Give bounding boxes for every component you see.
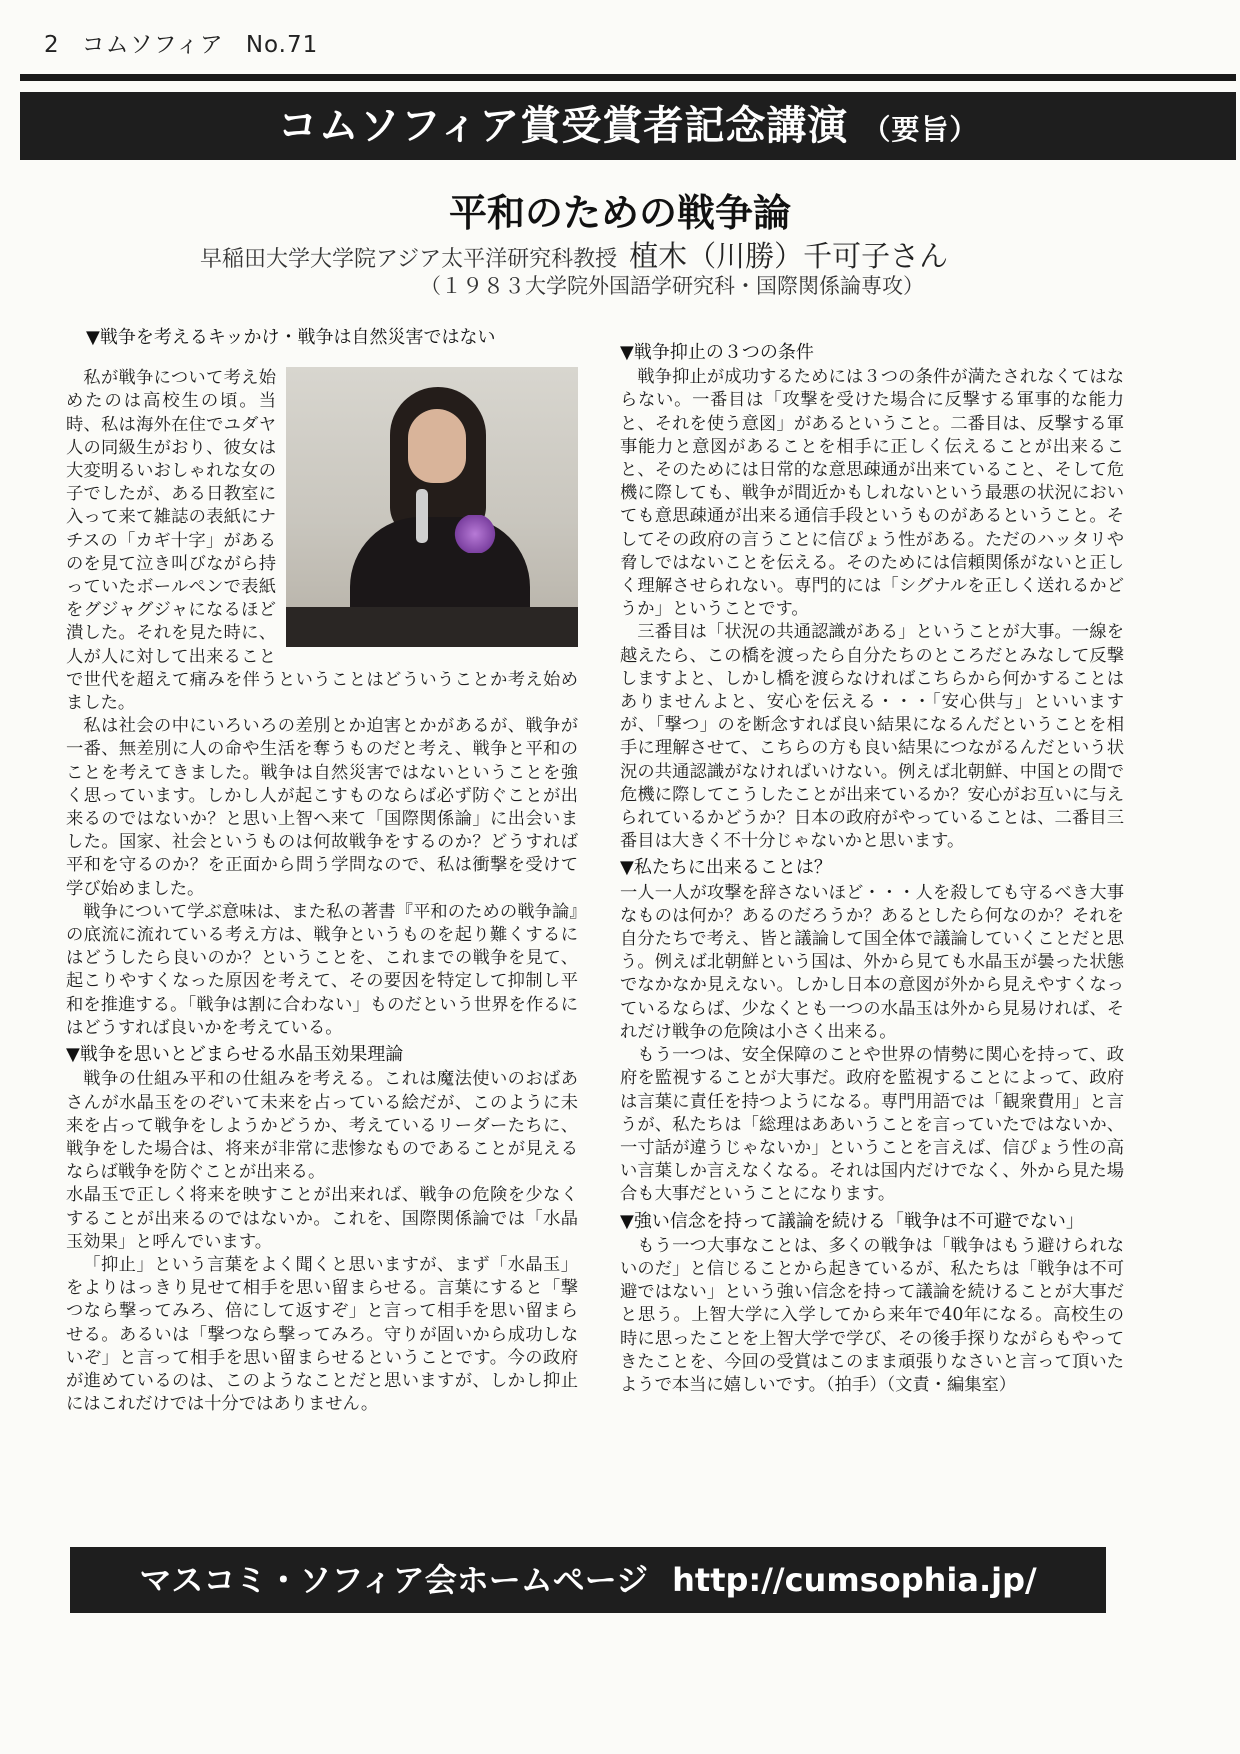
section-heading: ▼強い信念を持って議論を続ける「戦争は不可避でない」 [620, 1210, 1084, 1232]
section-heading: ▼戦争を考えるキッかけ・戦争は自然災害ではない [86, 327, 496, 348]
issue-number: No.71 [245, 32, 319, 58]
page-header [44, 26, 340, 59]
publication-name: コムソフィア [81, 32, 224, 58]
article-title: 平和のための戦争論 [448, 191, 791, 235]
speaker-affiliation: 早稲田大学大学院アジア太平洋研究科教授 [200, 247, 618, 272]
homepage-url: http://cumsophia.jp/ [672, 1561, 1037, 1599]
corsage-flower [454, 515, 496, 553]
section-heading: ▼私たちに出来ることは？ [620, 857, 832, 879]
paragraph: 私が戦争について考え始めたのは高校生の頃。当時、私は海外在住でユダヤ人の同級生がおり、彼女は大変明るいおしゃれな女の子でしたが、ある日教室に入って来て雑誌の表紙にナチスの「カギ十字」があるのを見て泣き叫びながら持っていたボールペンで表紙をグジャグジャになるほど潰した。それを見た時に、人が人に対して出来ることで世代を超えて痛みを伴うということはどういうことか考え始めました。 [66, 368, 578, 714]
homepage-banner [70, 1547, 1106, 1613]
paragraph: 三番目は「状況の共通認識がある」ということが大事。一線を越えたら、この橋を渡ったら自分たちのところだとみなして反撃しますよと、しかし橋を渡らなければこちらから何かすることはありませんよと、安心を伝える・・・「安心供与」といいますが、「撃つ」のを断念すれば良い結果になるんだということを相手に理解させて、こちらの方も良い結果につながるんだという状況の共通認識がなければいけない。例えば北朝鮮、中国との間で危機に際してこうしたことが出来ているか？安心がお互いに与えられているかどうか？日本の政府がやっていることは、二番目三番目は大きく不十分じゃないかと思います。 [620, 622, 1124, 852]
footer-label: マスコミ・ソフィア会ホームページ [139, 1561, 649, 1599]
banner-suffix: （要旨） [862, 113, 979, 146]
paragraph: 「抑止」という言葉をよく聞くと思いますが、まず「水晶玉」をよりはっきり見せて相手を思い留まらせる。言葉にすると「撃つなら撃ってみろ、倍にして返すぞ」と言って相手を思い留まらせる。あるいは「撃つなら撃ってみろ。守りが固いから成功しないぞ」と言って相手を思い留まらせるということです。今の政府が進めているのは、このようなことだと思いますが、しかし抑止にはこれだけでは十分ではありません。 [66, 1254, 578, 1415]
banner-title: コムソフィア賞受賞者記念講演 [277, 103, 849, 149]
speaker-name: 植木（川勝）千可子さん [629, 239, 949, 273]
section-banner [20, 92, 1236, 160]
speaker-alumni-info: （１９８３大学院外国語学研究科・国際関係論専攻） [420, 274, 924, 298]
right-column [620, 338, 1124, 1397]
microphone [416, 489, 428, 543]
paragraph: 水晶玉で正しく将来を映すことが出来れば、戦争の危険を少なくすることが出来るのではないか。これを、国際関係論では「水晶玉効果」と呼んでいます。 [66, 1185, 578, 1252]
lectern [286, 607, 578, 647]
speaker-byline [200, 234, 1160, 275]
page-number: 2 [44, 32, 60, 58]
paragraph: 戦争抑止が成功するためには３つの条件が満たされなくてはならない。一番目は「攻撃を受けた場合に反撃する軍事的な能力と、それを使う意図」があるということ。二番目は、反撃する軍事能力と意図があることを相手に正しく伝えることが出来ること、そのためには日常的な意思疎通が出来ていること、そして危機に際しても、戦争が間近かもしれないという最悪の状況においても意思疎通が出来る通信手段というものがあるということ。そしてその政府の言うことに信ぴょう性がある。ただのハッタリや脅しではないことを伝える。そのためには信頼関係がないと正しく理解させられない。専門的には「シグナルを正しく送れるかどうか」ということです。 [620, 367, 1124, 620]
paragraph: 戦争の仕組み平和の仕組みを考える。これは魔法使いのおばあさんが水晶玉をのぞいて未来を占っている絵だが、このように未来を占って戦争をしようかどうか、考えているリーダーたちに、戦争をした場合は、将来が非常に悲惨なものであることが見えるならば戦争を防ぐことが出来る。 [66, 1069, 578, 1183]
paragraph: 一人一人が攻撃を辞さないほど・・・人を殺しても守るべき大事なものは何か？あるのだろうか？あるとしたら何なのか？それを自分たちで考え、皆と議論して国全体で議論していくことだと思う。例えば北朝鮮という国は、外から見ても水晶玉が曇った状態でなかなか見えない。しかし日本の意図が外から見えやすくなっているならば、少なくとも一つの水晶玉は外から見易ければ、それだけ戦争の危険は小さく出来る。 [620, 882, 1124, 1042]
section-heading: ▼戦争を思いとどまらせる水晶玉効果理論 [66, 1044, 404, 1066]
header-rule [20, 74, 1236, 81]
paragraph: 戦争について学ぶ意味は、また私の著書『平和のための戦争論』の底流に流れている考え方は、戦争というものを起り難くするにはどうしたら良いのか？ということを、これまでの戦争を見て、起こりやすくなった原因を考えて、その要因を特定して抑制し平和を推進する。「戦争は割に合わない」ものだという世界を作るにはどうすれば良いかを考えている。 [66, 901, 578, 1038]
paragraph: もう一つ大事なことは、多くの戦争は「戦争はもう避けられないのだ」と信じることから起きているが、私たちは「戦争は不可避ではない」という強い信念を持って議論を続けることが大事だと思う。上智大学に入学してから来年で40年になる。高校生の時に思ったことを上智大学で学び、その後手探りながらもやってきたことを、今回の受賞はこのまま頑張りなさいと言って頂いたようで本当に嬉しいです。（拍手）（文責・編集室） [620, 1235, 1124, 1395]
speaker-photo [286, 367, 578, 647]
left-column [66, 326, 578, 1416]
paragraph: 私は社会の中にいろいろの差別とか迫害とかがあるが、戦争が一番、無差別に人の命や生活を奪うものだと考え、戦争と平和のことを考えてきました。戦争は自然災害ではないということを強く思っています。しかし人が起こすものならば必ず防ぐことが出来るのではないか？と思い上智へ来て「国際関係論」に出会いました。国家、社会というものは何故戦争をするのか？どうすれば平和を守るのか？を正面から問う学問なので、私は衝撃を受けて学び始めました。 [66, 716, 578, 899]
paragraph: もう一つは、安全保障のことや世界の情勢に関心を持って、政府を監視することが大事だ。政府を監視することによって、政府は言葉に責任を持つようになる。専門用語では「観衆費用」と言うが、私たちは「総理はああいうことを言っていたではないか、一寸話が違うじゃないか」ということを言えば、信ぴょう性の高い言葉しか言えなくなる。それは国内だけでなく、外から見た場合も大事だということになります。 [620, 1045, 1124, 1205]
section-heading: ▼戦争抑止の３つの条件 [620, 342, 814, 363]
